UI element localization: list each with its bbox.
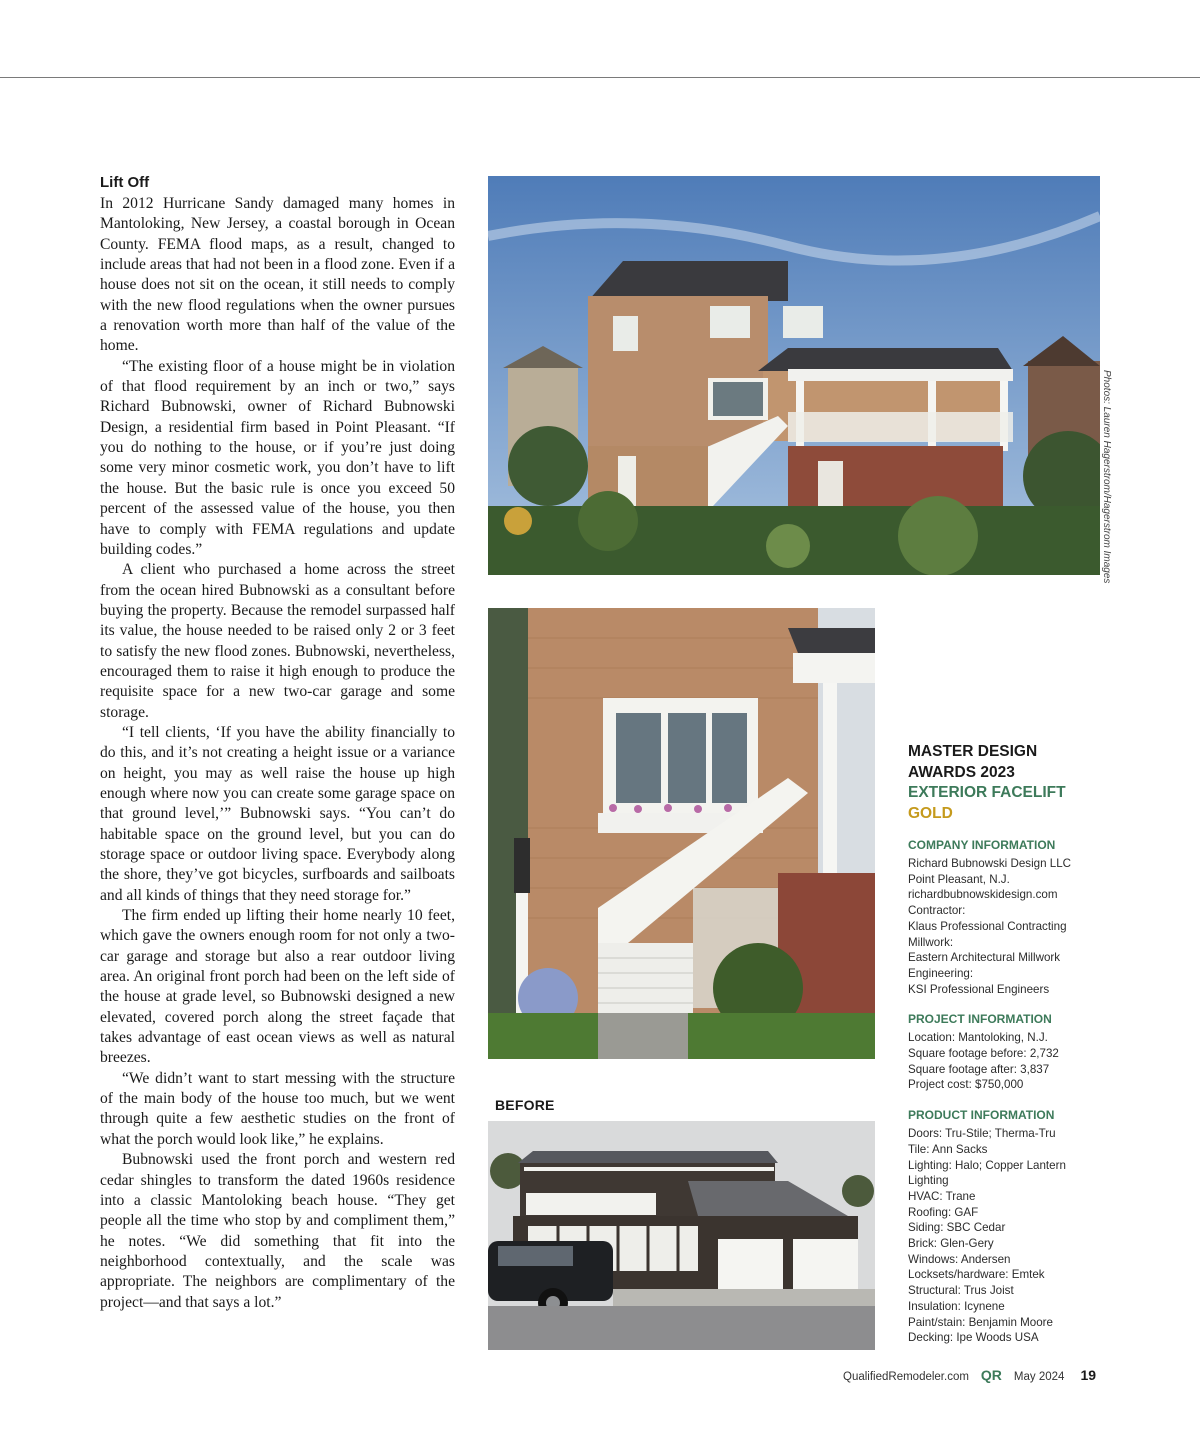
article-paragraph: “I tell clients, ‘If you have the ability financially to do this, and it’s not creating a height issue or a variance on height, you may as well raise the house up high enough where now you can create some garage space on that ground level,’” Bubnowski says. “You can’t do habitable space on the ground level, but you can do storage space or outdoor living space. Everybody along the shore, they’ve got bicycles, surfboards and sailboats and all kinds of things that they need storage for.” xyxy=(100,723,455,904)
project-info-title: PROJECT INFORMATION xyxy=(908,1012,1052,1027)
product-info-line: Lighting xyxy=(908,1174,949,1188)
company-website: richardbubnowskidesign.com xyxy=(908,888,1058,902)
article-column xyxy=(100,172,455,1313)
article-paragraph: “The existing floor of a house might be in violation of that flood requirement by an inch or two,” says Richard Bubnowski, owner of Richard Bubnowski Design, a residential firm based in Point Pleasant. “If you do nothing to the house, or if you’re just doing some very minor cosmetic work, you don’t have to lift the house. But the basic rule is once you exceed 50 percent of the assessed value of the house, you then have to comply with FEMA regulations and update building codes.” xyxy=(100,357,455,558)
before-house-photo xyxy=(488,1121,875,1350)
project-info-line: Location: Mantoloking, N.J. xyxy=(908,1031,1048,1045)
product-info-line: Locksets/hardware: Emtek xyxy=(908,1268,1045,1282)
before-label: BEFORE xyxy=(495,1097,555,1113)
company-info-list xyxy=(908,856,1108,997)
qr-logo: QR xyxy=(980,1367,1002,1383)
project-info-line: Square footage before: 2,732 xyxy=(908,1047,1059,1061)
company-info-line: Point Pleasant, N.J. xyxy=(908,872,1010,886)
product-info-line: Roofing: GAF xyxy=(908,1205,979,1219)
company-info-line: Millwork: xyxy=(908,935,954,949)
article-paragraph: The firm ended up lifting their home nearly 10 feet, which gave the owners enough room for not only a two-car garage and storage but also a rear outdoor living area. An original front porch had been on the left side of the house at grade level, so Bubnowski designed a new elevated, covered porch along the street façade that takes advantage of east ocean views as well as natural breezes. xyxy=(100,907,455,1067)
product-info-line: HVAC: Trane xyxy=(908,1189,976,1203)
product-info-line: Lighting: Halo; Copper Lantern xyxy=(908,1158,1066,1172)
award-title-line1: MASTER DESIGN xyxy=(908,743,1038,760)
award-category: EXTERIOR FACELIFT xyxy=(908,784,1066,801)
header-rule xyxy=(0,77,1200,78)
article-heading: Lift Off xyxy=(100,174,150,191)
product-info-list xyxy=(908,1126,1108,1346)
hero-house-photo xyxy=(488,176,1100,575)
product-info-line: Structural: Trus Joist xyxy=(908,1284,1014,1298)
project-info-list xyxy=(908,1030,1108,1093)
company-info-line: KSI Professional Engineers xyxy=(908,982,1050,996)
product-info-line: Doors: Tru-Stile; Therma-Tru xyxy=(908,1127,1056,1141)
award-level: GOLD xyxy=(908,804,953,822)
product-info-line: Decking: Ipe Woods USA xyxy=(908,1331,1039,1345)
company-info-line: Eastern Architectural Millwork xyxy=(908,951,1061,965)
photo-credit-text: Photos: Lauren Hagerstrom/Hagerstrom Images xyxy=(1101,370,1112,584)
award-title-line2: AWARDS 2023 xyxy=(908,763,1015,781)
company-info-title: COMPANY INFORMATION xyxy=(908,838,1056,852)
company-info-line: Richard Bubnowski Design LLC xyxy=(908,857,1072,870)
photo-credit xyxy=(1098,370,1118,584)
product-info-line: Siding: SBC Cedar xyxy=(908,1221,1006,1235)
company-info-line: Contractor: xyxy=(908,904,966,918)
article-paragraph: Bubnowski used the front porch and western red cedar shingles to transform the dated 1960s residence into a classic Mantoloking beach house. “They get people all the time who stop by and compliment them,” he notes. “We did something that fit into the neighborhood contextually, and the scale was appropriate. The neighbors are complimentary of the project—and that says a lot.” xyxy=(100,1151,455,1311)
product-info-line: Windows: Andersen xyxy=(908,1252,1011,1266)
product-info-line: Brick: Glen-Gery xyxy=(908,1237,994,1251)
product-info-line: Tile: Ann Sacks xyxy=(908,1142,988,1156)
article-paragraph: “We didn’t want to start messing with the structure of the main body of the house too much, but we went through quite a few aesthetic studies on the front of what the porch would look like,” he explains. xyxy=(100,1069,455,1148)
product-info-line: Insulation: Icynene xyxy=(908,1299,1005,1313)
product-info-line: Paint/stain: Benjamin Moore xyxy=(908,1315,1053,1329)
project-info-line: Project cost: $750,000 xyxy=(908,1078,1024,1092)
footer-website: QualifiedRemodeler.com xyxy=(843,1371,969,1383)
award-sidebar xyxy=(908,742,1108,1346)
page-number: 19 xyxy=(1080,1367,1097,1383)
article-paragraph: A client who purchased a home across the street from the ocean hired Bubnowski as a consultant before buying the property. Because the remodel surpassed half its value, the house needed to be raised only 2 or 3 feet to satisfy the new flood zones. Bubnowski, nevertheless, encouraged them to raise it high enough to produce the requisite space for a new two-car garage and some storage. xyxy=(100,561,455,721)
project-info-line: Square footage after: 3,837 xyxy=(908,1062,1050,1076)
stair-detail-photo xyxy=(488,608,875,1059)
issue-date: May 2024 xyxy=(1013,1371,1065,1383)
page-footer xyxy=(843,1367,1096,1387)
article-paragraph: In 2012 Hurricane Sandy damaged many homes in Mantoloking, New Jersey, a coastal borough in Ocean County. FEMA flood maps, as a result, changed to include areas that had not been in a flood zone. Even if a house does not sit on the ocean, it still needs to comply with the new flood regulations when the owner pursues a renovation worth more than half of the value of the home. xyxy=(100,195,455,355)
company-info-line: Klaus Professional Contracting xyxy=(908,919,1067,933)
product-info-title: PRODUCT INFORMATION xyxy=(908,1108,1055,1123)
company-info-line: Engineering: xyxy=(908,966,974,980)
